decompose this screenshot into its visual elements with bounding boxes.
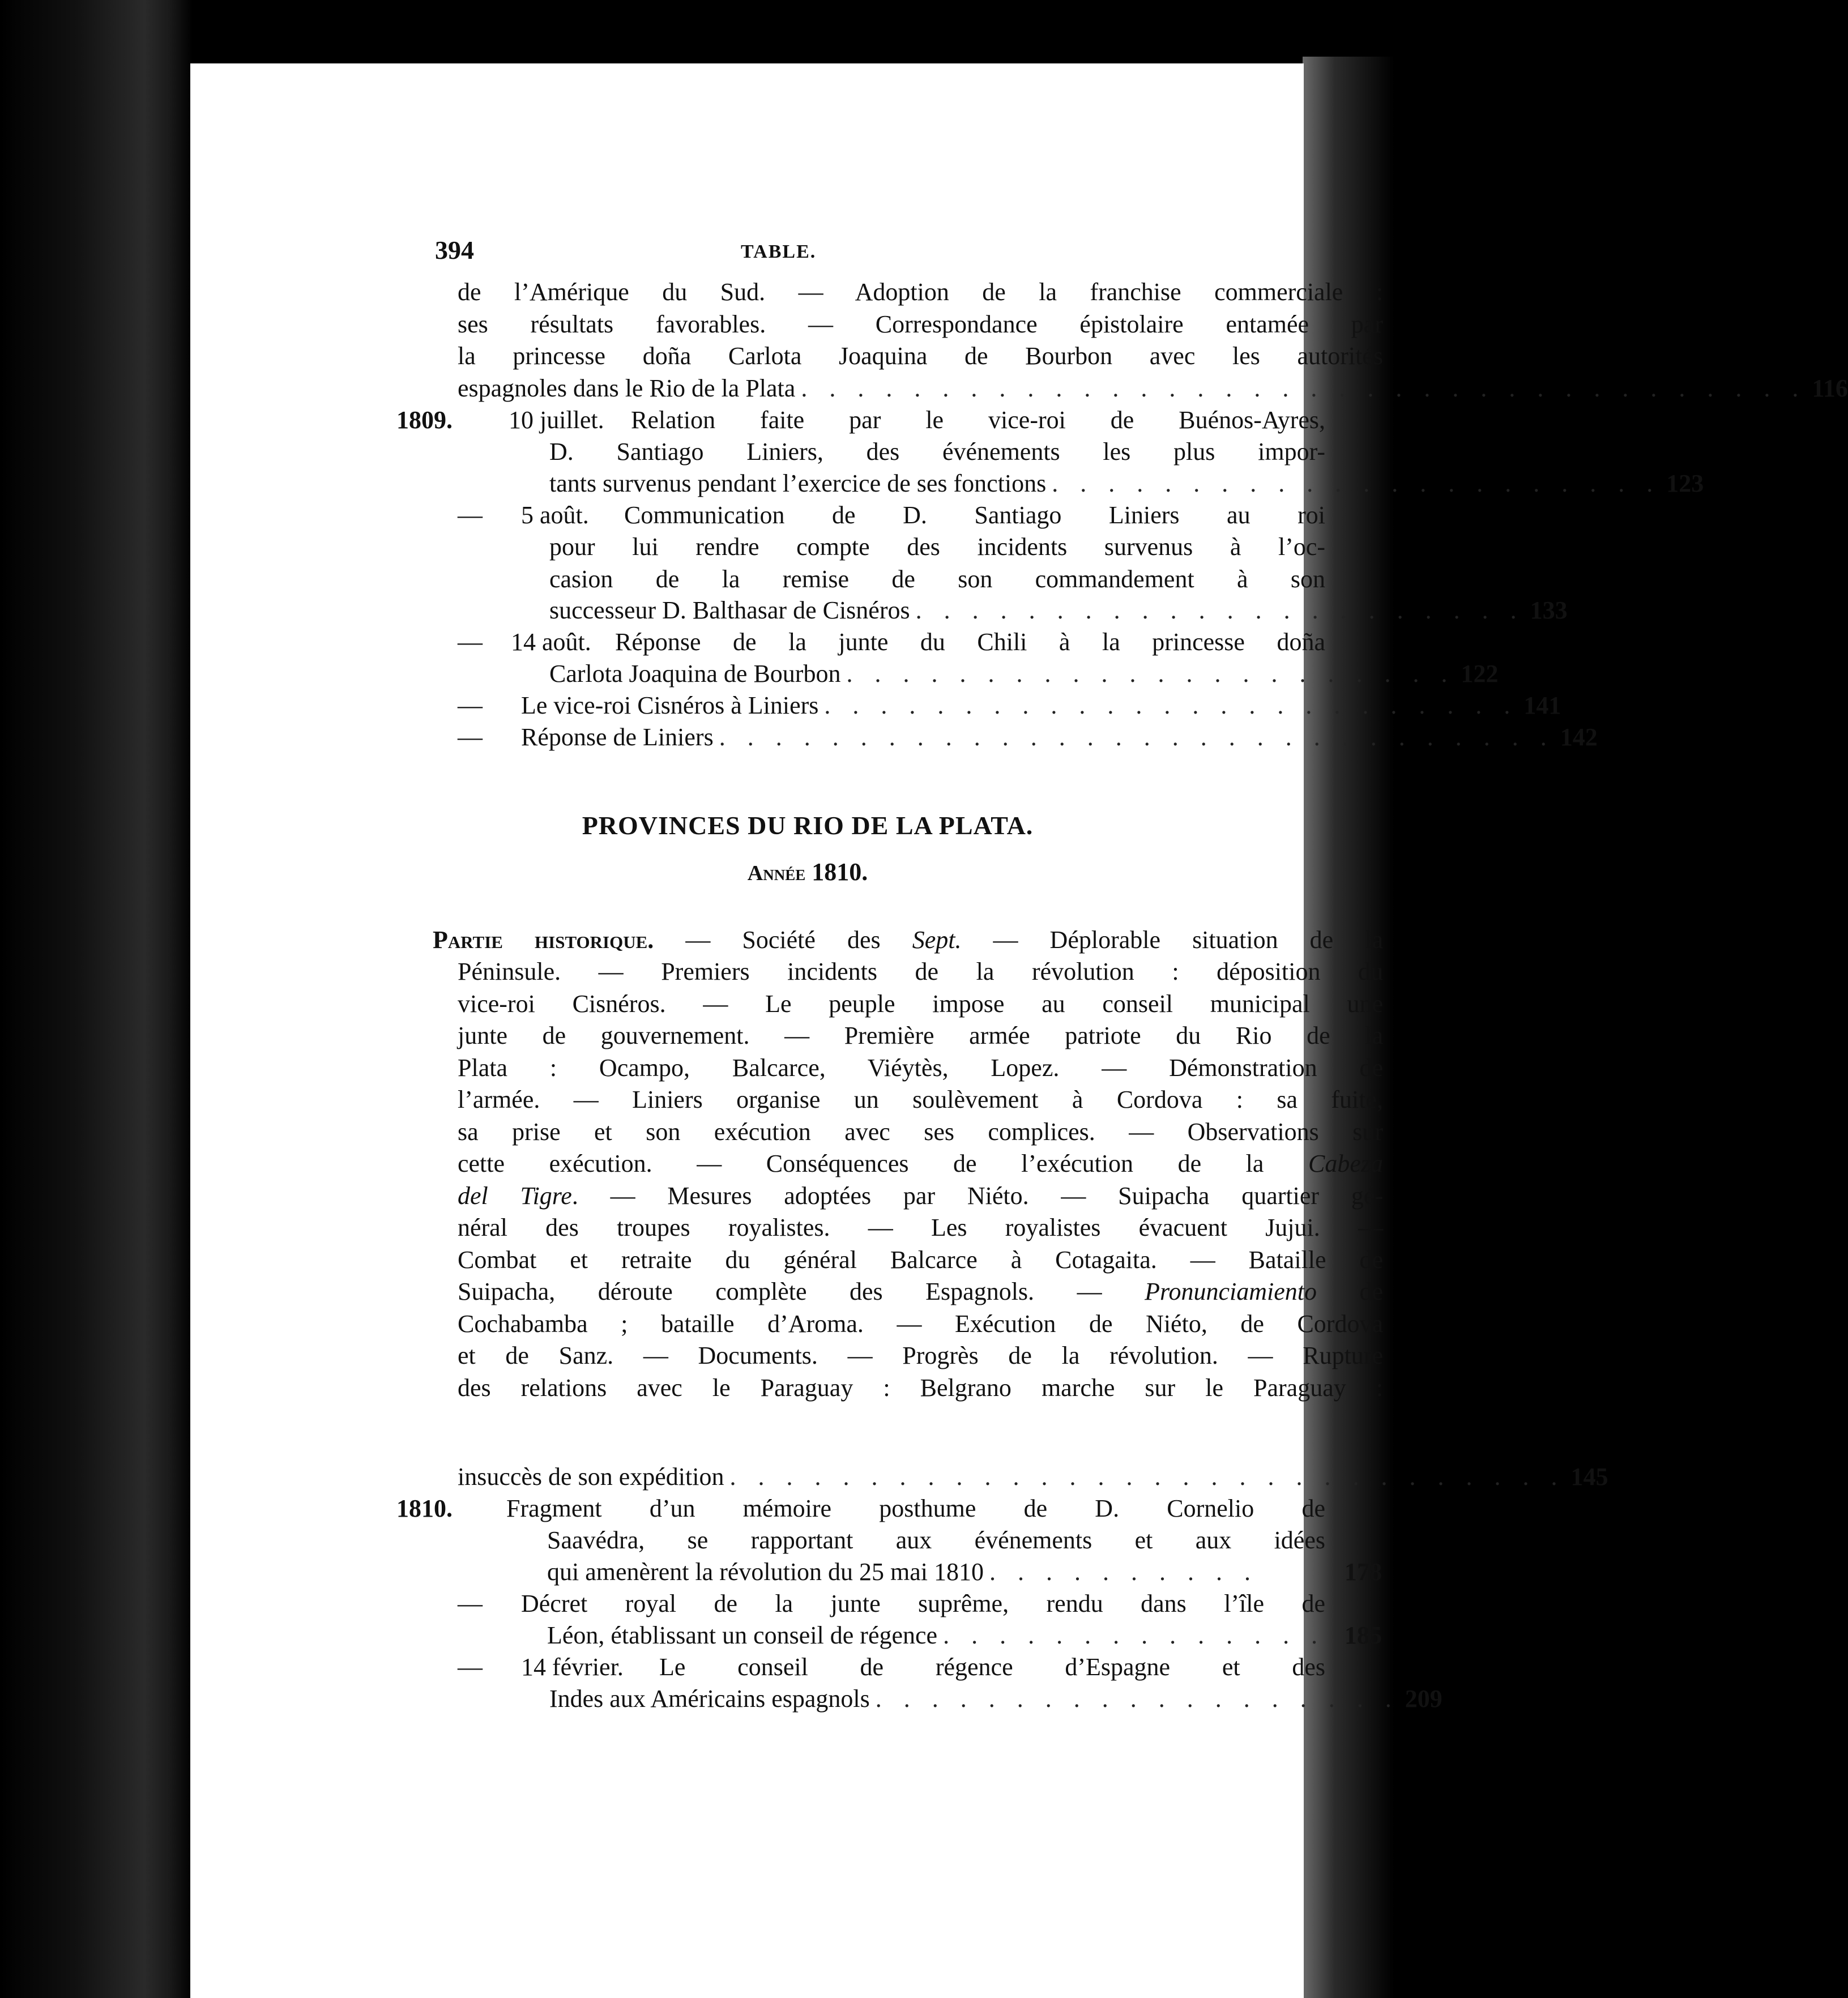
leader-dots: . . . . . . . . . . <box>989 1558 1259 1586</box>
toc-entry-line <box>458 373 1848 404</box>
section-label: Partie historique. <box>433 926 654 954</box>
toc-entry-line <box>549 658 1499 690</box>
text-line: vice-roi Cisnéros. — Le peuple impose au conseil municipal une <box>458 989 1383 1018</box>
entry-text: Indes aux Américains espagnols <box>549 1685 870 1713</box>
historique-first-line <box>433 924 1383 957</box>
text-line: Décret royal de la junte suprême, rendu dans l’île de <box>521 1590 1325 1617</box>
historique-paragraph <box>458 956 1383 1404</box>
leader-dots: . . . . . . . . . . . . . . . . . . . . . . <box>1052 469 1661 497</box>
text-line <box>458 1276 1383 1308</box>
text-line: casion de la remise de son commandement à son <box>549 565 1325 593</box>
text-line: Fragment d’un mémoire posthume de D. Cornelio de <box>506 1495 1325 1522</box>
toc-entry-line <box>549 468 1704 500</box>
italic-term: Sept. <box>912 926 962 954</box>
entry-paragraph <box>547 1525 1325 1557</box>
entry-text: Réponse de Liniers <box>521 723 714 751</box>
leader-dots: . . . . . . . . . . . . . . <box>943 1621 1326 1649</box>
text-line: l’armée. — Liniers organise un soulèvement à Cordova : sa fuite, <box>458 1086 1383 1113</box>
leader-dots: . . . . . . . . . . . . . . . . . . . . . . <box>915 596 1525 624</box>
ditto-dash: — <box>458 723 483 751</box>
entry-paragraph <box>506 1493 1325 1525</box>
page-reference: 145 <box>1570 1463 1608 1491</box>
book-page <box>190 63 1848 1998</box>
text-line: junte de gouvernement. — Première armée patriote du Rio de la <box>458 1022 1383 1049</box>
toc-entry-line <box>458 1461 1608 1493</box>
text-line: néral des troupes royalistes. — Les royalistes évacuent Jujui. — <box>458 1214 1383 1241</box>
entry-date: 14 février. <box>521 1653 624 1681</box>
italic-term: del Tigre <box>458 1181 572 1210</box>
entry-text: qui amenèrent la révolution du 25 mai 1810 <box>547 1558 984 1586</box>
ditto-dash: — <box>458 501 483 529</box>
year-label: 1810. <box>396 1495 453 1522</box>
leader-dots: . . . . . . . . . . . . . . . . . . . . . . . . . . . . . . <box>719 723 1555 751</box>
text-line: Plata : Ocampo, Balcarce, Viéytès, Lopez. — Démonstration de <box>458 1053 1383 1082</box>
ditto-dash: — <box>458 628 483 656</box>
italic-term: Cabeza <box>1308 1150 1383 1177</box>
entry-date: 14 août. <box>511 628 591 656</box>
text-line: sa prise et son exécution avec ses complices. — Observations sur <box>458 1117 1383 1146</box>
page-reference: 209 <box>1405 1685 1442 1713</box>
text-line: ses résultats favorables. — Correspondance épistolaire entamée par <box>458 310 1383 338</box>
text-line <box>458 1180 1383 1213</box>
ditto-dash: — <box>458 1653 483 1681</box>
page-reference: 142 <box>1560 723 1598 751</box>
page-reference: 141 <box>1523 691 1561 719</box>
page-reference: 178 <box>1345 1558 1382 1586</box>
text-fragment: — Déplorable situation de la <box>961 926 1383 954</box>
entry-text: Léon, établissant un conseil de régence <box>547 1621 938 1649</box>
entry-text: tants survenus pendant l’exercice de ses fonctions <box>549 469 1047 497</box>
year-heading-label: Année <box>747 861 806 885</box>
toc-entry-line <box>521 722 1598 753</box>
entry-text: espagnoles dans le Rio de la Plata <box>458 374 796 402</box>
text-fragment: cette exécution. — Conséquences de l’exécution de la <box>458 1150 1308 1177</box>
text-line: de l’Amérique du Sud. — Adoption de la franchise commerciale : <box>458 278 1383 306</box>
toc-entry-line <box>549 595 1568 626</box>
entry-paragraph <box>624 500 1325 532</box>
text-line <box>458 1148 1383 1180</box>
entry-date: 10 juillet. <box>509 406 604 434</box>
text-line: et de Sanz. — Documents. — Progrès de la révolution. — Rupture <box>458 1342 1383 1369</box>
entry-paragraph <box>631 404 1325 437</box>
text-line: Combat et retraite du général Balcarce à Cotagaita. — Bataille de <box>458 1245 1383 1274</box>
leader-dots: . . . . . . . . . . . . . . . . . . . . . . . . . . . . . . . . . . . . <box>801 374 1807 402</box>
entry-paragraph <box>549 531 1325 595</box>
year-heading <box>190 856 1425 889</box>
entry-text: Carlota Joaquina de Bourbon <box>549 660 841 688</box>
toc-entry-line <box>549 1683 1442 1715</box>
leader-dots: . . . . . . . . . . . . . . . . . . . . . . . . . <box>824 691 1518 719</box>
running-title: TABLE. <box>741 241 817 262</box>
text-fragment: de <box>1316 1278 1383 1305</box>
page-reference: 123 <box>1666 469 1704 497</box>
entry-text: successeur D. Balthasar de Cisnéros <box>549 596 910 624</box>
text-line: Cochabamba ; bataille d’Aroma. — Exécution de Niéto, de Cordova <box>458 1309 1383 1338</box>
toc-entry-line <box>547 1556 1382 1588</box>
page-number: 394 <box>435 236 474 264</box>
italic-term: Pronunciamiento <box>1145 1278 1317 1305</box>
leader-dots: . . . . . . . . . . . . . . . . . . . . . . . . . . . . . . <box>729 1463 1565 1491</box>
continuation-paragraph <box>458 276 1383 373</box>
toc-entry-line <box>547 1620 1382 1651</box>
text-line <box>433 924 1383 957</box>
section-title: PROVINCES DU RIO DE LA PLATA. <box>582 811 1034 840</box>
text-fragment: Suipacha, déroute complète des Espagnols. — <box>458 1278 1145 1305</box>
text-line: la princesse doña Carlota Joaquina de Bourbon avec les autorités <box>458 342 1383 370</box>
year-label: 1809. <box>396 406 453 434</box>
text-line: Saavédra, se rapportant aux événements et aux idées <box>547 1526 1325 1554</box>
ditto-dash: — <box>458 691 483 719</box>
entry-paragraph <box>521 1588 1325 1620</box>
text-fragment: — Société des <box>685 926 912 954</box>
text-line: Le conseil de régence d’Espagne et des <box>659 1653 1325 1681</box>
year-heading-value: 1810. <box>812 858 868 886</box>
page-reference: 122 <box>1461 660 1499 688</box>
page-reference: 116 <box>1812 374 1848 402</box>
entry-text: Le vice-roi Cisnéros à Liniers <box>521 691 819 719</box>
text-line: Relation faite par le vice-roi de Buénos-Ayres, <box>631 406 1325 434</box>
text-fragment: . — Mesures adoptées par Niéto. — Suipacha quartier gé- <box>571 1181 1384 1210</box>
leader-dots: . . . . . . . . . . . . . . . . . . . <box>875 1685 1399 1713</box>
page-reference: 185 <box>1345 1621 1382 1649</box>
text-line: Péninsule. — Premiers incidents de la révolution : déposition du <box>458 958 1383 985</box>
book-spine-shadow <box>0 0 193 1998</box>
text-line: Communication de D. Santiago Liniers au roi <box>624 501 1325 529</box>
ditto-dash: — <box>458 1590 483 1617</box>
entry-paragraph <box>659 1651 1325 1684</box>
text-line: D. Santiago Liniers, des événements les plus impor- <box>549 438 1325 466</box>
entry-text: insuccès de son expédition <box>458 1463 724 1491</box>
page-reference: 133 <box>1530 596 1568 624</box>
entry-date: 5 août. <box>521 501 589 529</box>
text-line: des relations avec le Paraguay : Belgrano marche sur le Paraguay : <box>458 1373 1383 1402</box>
entry-paragraph <box>615 626 1325 659</box>
leader-dots: . . . . . . . . . . . . . . . . . . . . . . <box>846 660 1456 688</box>
entry-paragraph <box>549 436 1325 468</box>
toc-entry-line <box>521 690 1561 722</box>
text-line: Réponse de la junte du Chili à la princesse doña <box>615 628 1325 656</box>
text-line: pour lui rendre compte des incidents survenus à l’oc- <box>549 533 1325 561</box>
